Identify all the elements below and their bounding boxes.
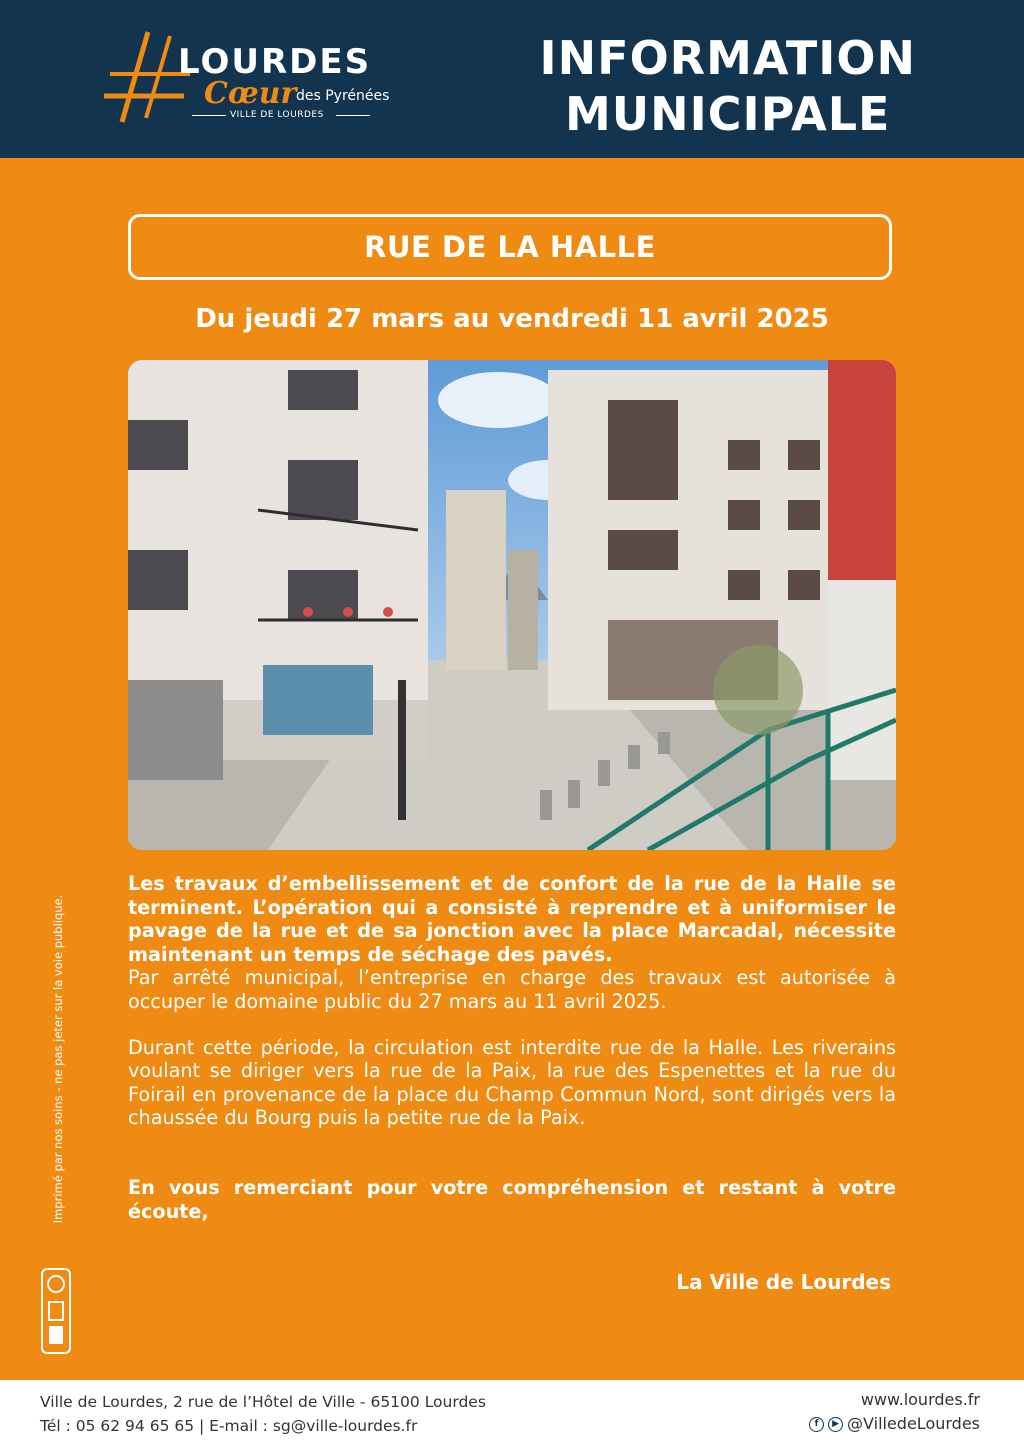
intro-paragraph: Les travaux d’embellissement et de confort de la rue de la Halle se terminent. L’opération qui a consisté à reprendre et à uniformiser le pavage de la rue et de sa jonction avec la place Marcadal, nécessite maintenant un temps de séchage des pavés. [128,872,896,966]
recycling-icon [41,1268,71,1354]
notice-body [128,872,896,1223]
logo-ville-text: VILLE DE LOURDES [230,110,324,120]
footer [0,1380,1024,1448]
street-name-box: RUE DE LA HALLE [128,214,892,280]
logo-coeur-text: Cœur [204,76,297,111]
paragraph-decree: Par arrêté municipal, l’entreprise en charge des travaux est autorisée à occuper le domaine public du 27 mars au 11 avril 2025. [128,966,896,1013]
logo-pyrenees-text: des Pyrénées [296,88,390,104]
spacer [128,1130,896,1176]
spacer [128,1014,896,1036]
street-photo-illustration [128,360,896,850]
youtube-icon[interactable]: ▶ [828,1417,843,1432]
side-note-text: Imprimé par nos soins - ne pas jeter sur la voie publique. [51,894,65,1224]
social-handle[interactable]: @VilledeLourdes [847,1414,980,1433]
street-photo [128,360,896,850]
logo-divider-right [336,115,370,116]
page-title [540,30,916,142]
header [0,0,1024,158]
closing-paragraph: En vous remerciant pour votre compréhension et restant à votre écoute, [128,1175,896,1223]
logo-divider-left [192,115,226,116]
lourdes-logo[interactable] [100,26,420,130]
facebook-icon[interactable]: f [809,1417,824,1432]
social-row [809,1412,980,1436]
footer-links [809,1388,980,1436]
eco-badge-icon [43,1270,69,1352]
footer-address: Ville de Lourdes, 2 rue de l’Hôtel de Ville - 65100 Lourdes [40,1393,486,1411]
footer-contact [40,1390,486,1438]
date-range: Du jeudi 27 mars au vendredi 11 avril 2025 [195,304,829,334]
title-line-2: MUNICIPALE [565,87,891,141]
footer-phone-email[interactable]: Tél : 05 62 94 65 65 | E-mail : sg@ville-lourdes.fr [40,1417,418,1435]
logo-lourdes-text: LOURDES [178,42,372,82]
title-line-1: INFORMATION [539,31,916,85]
website-link[interactable]: www.lourdes.fr [860,1390,980,1409]
paragraph-traffic: Durant cette période, la circulation est interdite rue de la Halle. Les riverains voulant se diriger vers la rue de la Paix, la rue des Espenettes et la rue du Foirail en provenance de la place du Champ Commun Nord, sont dirigés vers la chaussée du Bourg puis la petite rue de la Paix. [128,1035,896,1130]
signature: La Ville de Lourdes [676,1270,891,1294]
